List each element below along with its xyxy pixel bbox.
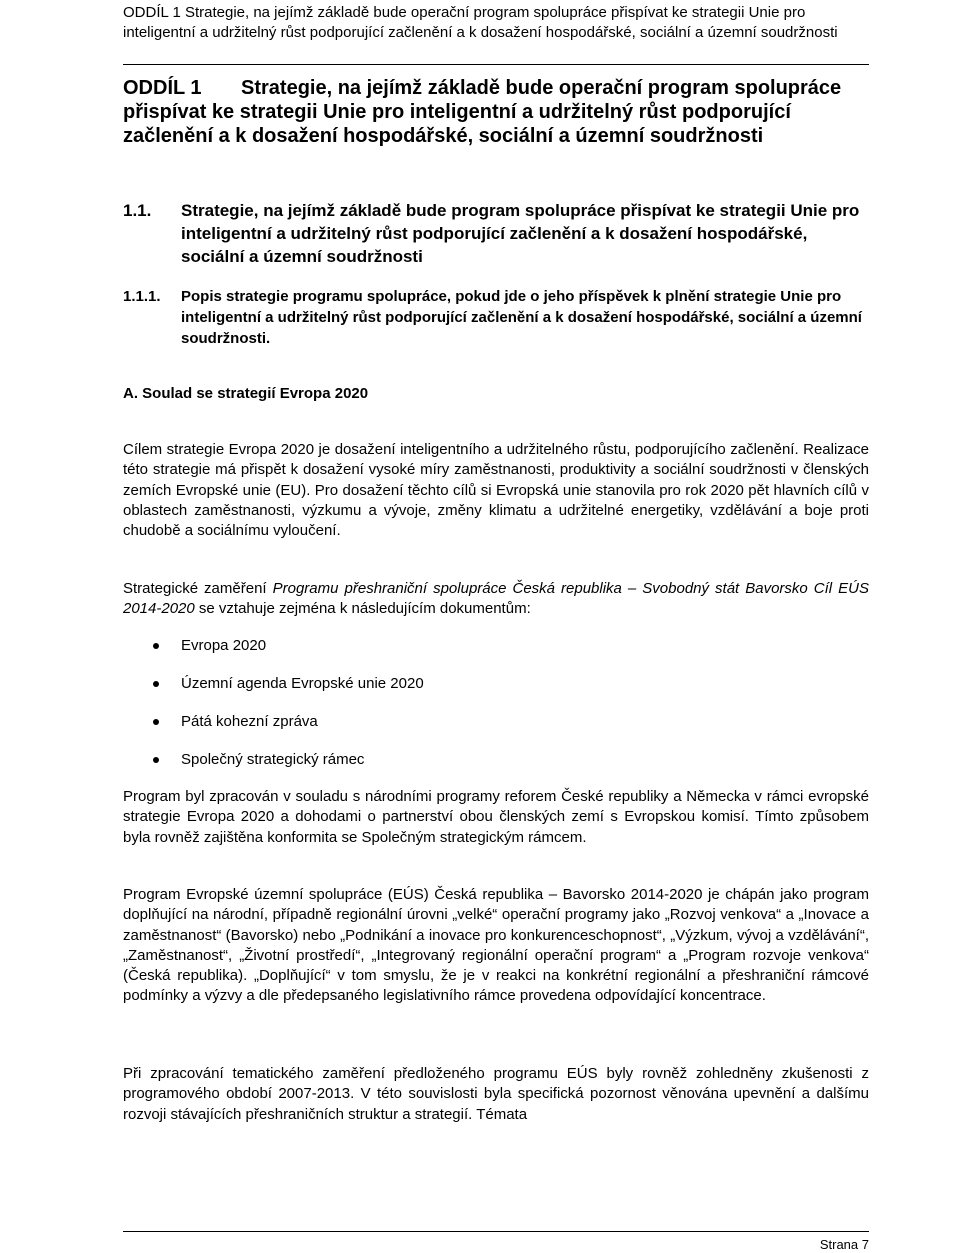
paragraph-strategic-focus-start: Strategické zaměření [123,580,273,597]
bullet-icon [153,757,159,763]
section-number: ODDÍL 1 [123,77,202,99]
paragraph-thematic-focus: Při zpracování tematického zaměření předloženého programu EÚS byly rovněž zohledněny zkušenosti z programového období 2007-2013. V této souvislosti byla specifická pozornost věnována upevnění a dalšímu rozvoji stávajících přeshraničních struktur a strategií. Témata [123,1065,869,1123]
subsubsection-title: Popis strategie programu spolupráce, pokud jde o jeho příspěvek k plnění strategie Unie pro inteligentní a udržitelný růst podporující začlenění a k dosažení hospodářské, sociální a územní soudržnosti. [181,288,862,347]
running-header: ODDÍL 1 Strategie, na jejímž základě bude operační program spolupráce přispívat ke strategii Unie pro inteligentní a udržitelný růst podporující začlenění a k dosažení hospodářské, sociální a územní soudržnosti [123,4,838,41]
bullet-icon [153,643,159,649]
paragraph-ets-program: Program Evropské územní spolupráce (EÚS) Česká republika – Bavorsko 2014-2020 je chápán jako program doplňující na národní, případně regionální úrovni „velké“ operační programy jako „Rozvoj venkova“ a „Inovace a zaměstnanost“ (Bavorsko) nebo „Podnikání a inovace pro konkurenceschopnost“, „Výzkum, vývoj a vzdělávání“, „Zaměstnanost“, „Životní prostředí“, „Integrovaný regionální operační program“ a „Program rozvoje venkova“ (Česká republika). „Doplňující“ v tom smyslu, že je v reakci na konkrétní regionální a přeshraniční rámcové podmínky a výzvy a dle předepsaného legislativního rámce provedena odpovídající koncentrace. [123,886,869,1005]
paragraph-strategic-focus [123,579,869,620]
paragraph-national-programs: Program byl zpracován v souladu s národními programy reforem České republiky a Německa v rámci evropské strategie Evropa 2020 a dohodami o partnerství obou členských zemí s Evropskou komisí. Tímto způsobem byla rovněž zajištěna konformita se Společným strategickým rámcem. [123,788,869,846]
program-name-italic: Programu přeshraniční spolupráce Česká republika – Svobodný stát Bavorsko Cíl EÚS 2014-2020 [123,580,869,618]
list-item-label: Pátá kohezní zpráva [181,713,318,730]
list-item [123,750,869,788]
subsubsection-number: 1.1.1. [123,288,161,305]
list-item-label: Územní agenda Evropské unie 2020 [181,675,424,692]
list-item [123,674,869,712]
document-page [123,0,869,1251]
list-item-label: Evropa 2020 [181,637,267,654]
header-divider [123,64,869,65]
subsubsection-heading [123,286,869,349]
document-list [123,636,869,788]
paragraph-europe-2020: Cílem strategie Evropa 2020 je dosažení inteligentního a udržitelného růstu, podporujícího začlenění. Realizace této strategie má přispět k dosažení vysoké míry zaměstnanosti, produktivity a sociální soudržnosti v členských zemích Evropské unie (EU). Pro dosažení těchto cílů si Evropská unie stanovila pro rok 2020 pět hlavních cílů v oblastech zaměstnanosti, výzkumu a vývoje, změny klimatu a udržitelné energetiky, vzdělávání a boje proti chudobě a sociálnímu vyloučení. [123,441,869,540]
list-item-label: Společný strategický rámec [181,751,365,768]
list-item [123,636,869,674]
section-heading [123,76,843,148]
paragraph-strategic-focus-end: se vztahuje zejména k následujícím dokumentům: [194,600,531,618]
footer-divider [123,1231,869,1232]
heading-a: A. Soulad se strategií Evropa 2020 [123,385,369,402]
subsection-title: Strategie, na jejímž základě bude program spolupráce přispívat ke strategii Unie pro inteligentní a udržitelný růst podporující začlenění a k dosažení hospodářské, sociální a územní soudržnosti [181,201,860,266]
list-item [123,712,869,750]
page-number: Strana 7 [819,1237,869,1252]
subsection-number: 1.1. [123,201,152,220]
bullet-icon [153,719,159,725]
bullet-icon [153,681,159,687]
subsection-heading [123,199,869,268]
section-title: Strategie, na jejímž základě bude operační program spolupráce přispívat ke strategii Unie pro inteligentní a udržitelný růst podporující začlenění a k dosažení hospodářské, sociální a územní soudržnosti [123,77,842,147]
